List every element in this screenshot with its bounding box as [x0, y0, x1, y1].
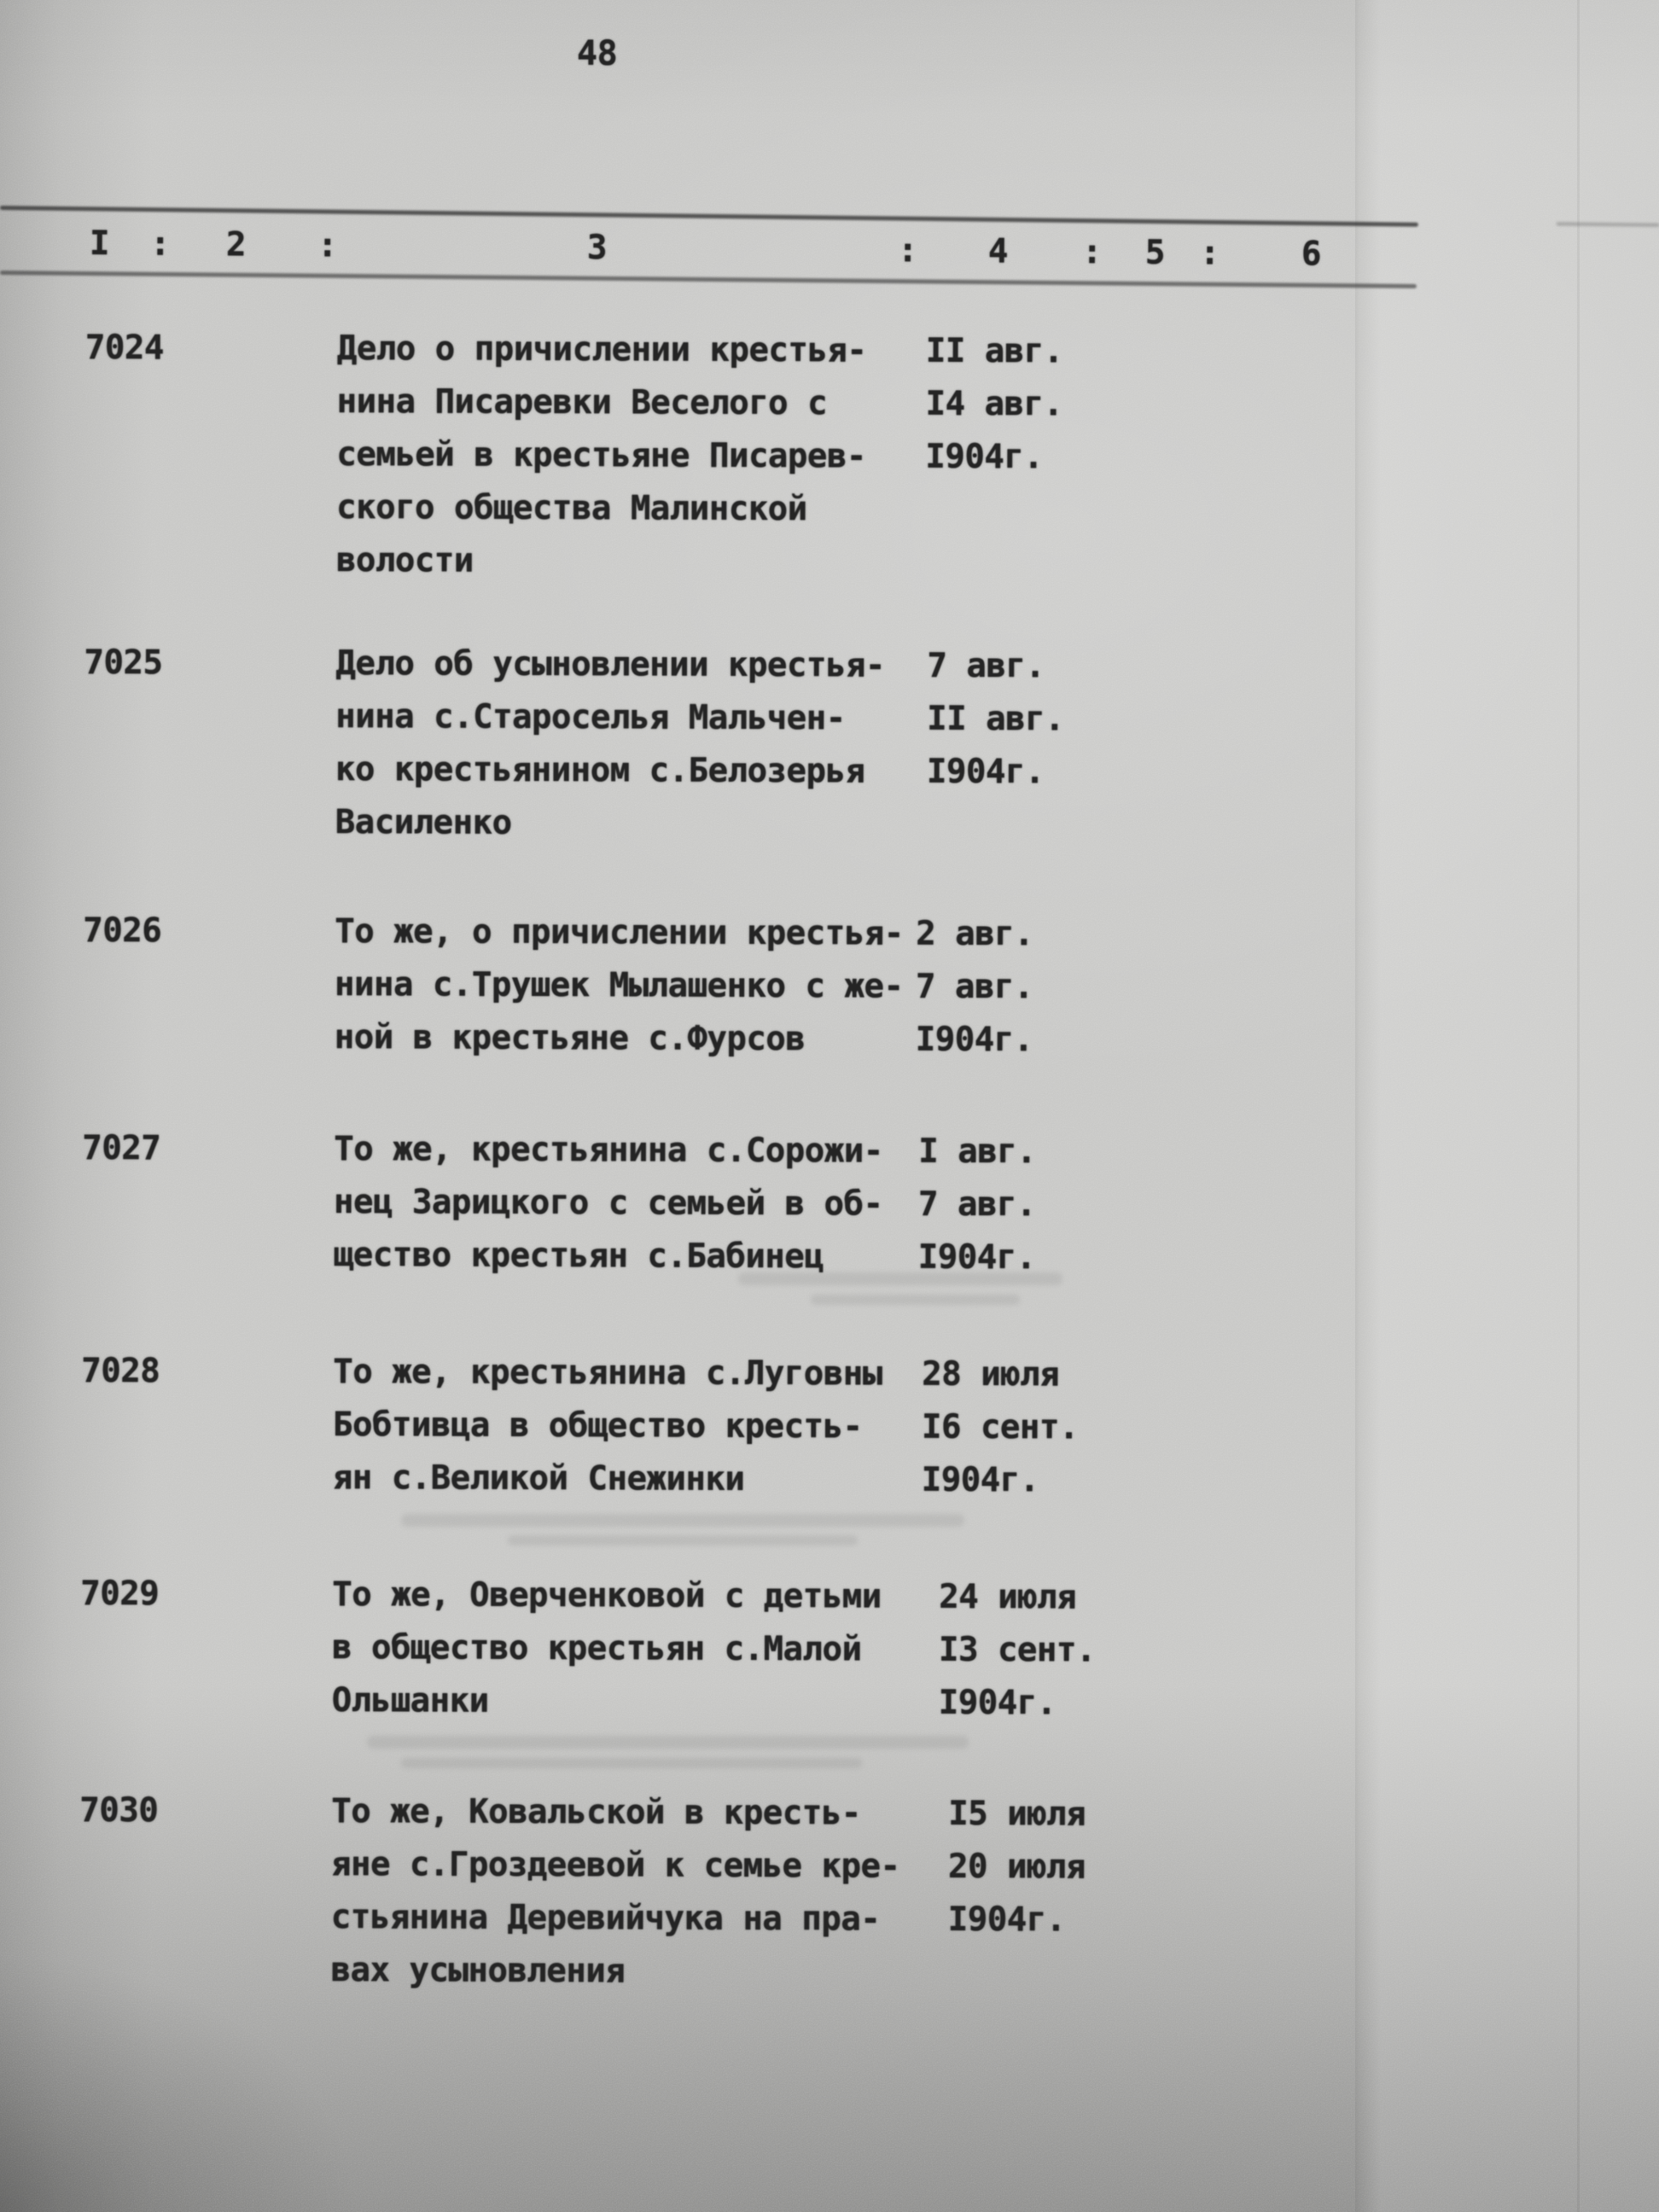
table-row [0, 322, 1195, 580]
entry-number: 7030 [79, 1790, 159, 1831]
entry-description: То же, Оверченковой с детьми в общество крестьян с.Малой Ольшанки [331, 1575, 882, 1720]
entry-dates: 2 авг. 7 авг. I904г. [915, 914, 1034, 1060]
table-row [0, 1122, 1191, 1278]
table-row [0, 905, 1192, 1060]
entry-dates: 28 июля I6 сент. I904г. [921, 1354, 1079, 1500]
column-5-header: 5 [1144, 233, 1166, 272]
column-separator: : [1081, 233, 1103, 272]
entry-description: Дело о причислении крестья- нина Писаревки Веселого с семьей в крестьяне Писарев- ского общества Малинской волости [335, 329, 867, 580]
entry-dates: II авг. I4 авг. I904г. [925, 331, 1063, 477]
column-6-header: 6 [1301, 235, 1322, 274]
column-separator: : [149, 224, 171, 264]
entry-dates: I5 июля 20 июля I904г. [947, 1794, 1086, 1940]
column-separator: : [1199, 234, 1220, 273]
entry-number: 7026 [83, 911, 162, 951]
column-1-header: I [89, 224, 110, 264]
entry-number: 7029 [80, 1574, 160, 1614]
column-3-header: 3 [586, 229, 608, 268]
entry-number: 7024 [84, 328, 164, 368]
table-row [0, 1345, 1190, 1500]
entry-description: Дело об усыновлении крестья- нина с.Староселья Мальчен- ко крестьянином с.Белозерья Василенко [335, 644, 886, 842]
entry-dates: 24 июля I3 сент. I904г. [938, 1577, 1096, 1723]
page-number: 48 [577, 34, 618, 73]
column-4-header: 4 [987, 232, 1009, 271]
table-row [0, 1568, 1190, 1723]
entry-dates: I авг. 7 авг. I904г. [917, 1132, 1037, 1278]
entry-dates: 7 авг. II авг. I904г. [926, 646, 1065, 792]
column-separator: : [317, 226, 338, 265]
entry-number: 7025 [84, 643, 163, 683]
column-2-header: 2 [225, 225, 247, 265]
table-row [0, 637, 1194, 842]
entry-number: 7027 [82, 1128, 161, 1168]
entry-description: То же, о причислении крестья- нина с.Трушек Мылашенко с же- ной в крестьяне с.Фурсов [334, 912, 904, 1059]
entry-description: То же, Ковальской в кресть- яне с.Гроздеевой к семье кре- стьянина Деревийчука на пра- вах усыновления [330, 1792, 900, 1991]
table-row [0, 1784, 1189, 1991]
entry-description: То же, крестьянина с.Луговны Бобтивца в общество кресть- ян с.Великой Снежинки [332, 1353, 882, 1499]
entry-description: То же, крестьянина с.Сорожи- нец Зарицкого с семьей в об- щество крестьян с.Бабинец [333, 1130, 883, 1277]
entry-number: 7028 [81, 1351, 160, 1391]
column-separator: : [897, 231, 918, 271]
